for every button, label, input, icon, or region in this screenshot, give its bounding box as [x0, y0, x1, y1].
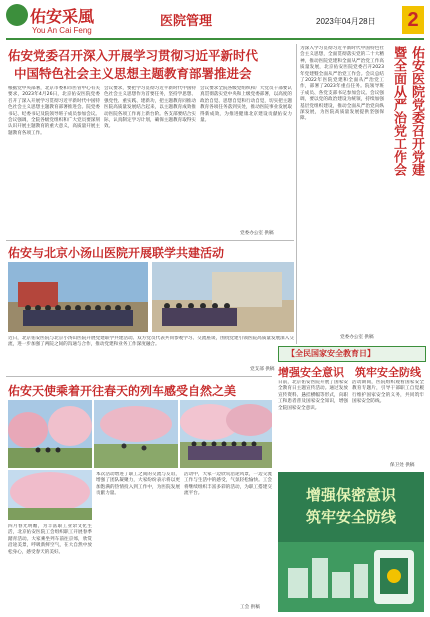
poster-line1: 增强保密意识	[305, 486, 396, 504]
article2-photo-group	[8, 262, 148, 332]
topic-bar-label: 【全民国家安全教育日】	[287, 348, 375, 358]
topic-bar	[278, 346, 426, 362]
article3-body-mid: 本次活动增进了职工之间的交流与友谊，增强了团队凝聚力，大家纷纷表示将以更加饱满的热情投入到工作中，为医院发展贡献力量。	[96, 472, 180, 497]
column-divider	[296, 44, 297, 344]
page-number-badge: 2	[402, 6, 424, 34]
logo-pinyin: You An Cai Feng	[32, 26, 92, 35]
article3-photo-group	[180, 400, 272, 468]
article3-signature: 工会 供稿	[240, 605, 260, 610]
newspaper-logo	[6, 4, 136, 38]
article4-vertical-title	[388, 46, 424, 308]
logo-emblem-icon	[6, 4, 28, 26]
security-poster	[278, 472, 424, 612]
article2-signature: 党支部 供稿	[250, 367, 275, 372]
article1-body-mid: 会议要求，要把学习贯彻习近平新时代中国特色社会主义思想作为首要任务，坚持学思想、强党性、重实践、建新功，把主题教育同推动医院高质量发展结合起来，以主题教育成效推动医院各项工作再上新台阶。各支部要结合实际，认真制定学习计划，确保主题教育取得实效。	[104, 86, 196, 130]
article4-body: 为深入学习贯彻习近平新时代中国特色社会主义思想，全面贯彻落实党的二十大精神，推动医院党建和全面从严治党工作高质量发展，北京佑安医院党委召开2023年党建暨全面从严治党工作会。会议总结了2022年医院党建和全面从严治党工作，部署了2023年重点任务。院领导班子成员、各党支部书记参加会议。会议强调，要以党的政治建设为统领，持续加强基层党组织建设，推动全面从严治党向纵深发展，为医院高质量发展提供坚强保障。	[300, 46, 384, 122]
article1-body-left: 根据党中央部署，北京市委和市医管中心有关要求，2023年4月26日，北京佑安医院党委召开了深入开展学习贯彻习近平新时代中国特色社会主义思想主题教育部署推进会。院党委书记、纪委书记及院领导班子成员参加会议。会议强调，全院各级党组织和广大党员要深刻认识开展主题教育的重大意义，高质量开展主题教育各项工作。	[8, 86, 100, 136]
issue-date: 2023年04月28日	[316, 17, 376, 26]
article1-body-right: 会议要求全院各级党组织和广大党员干部要认真贯彻落实党中央和上级党委部署，以高度的政治自觉、思想自觉和行动自觉，切实把主题教育各项任务落到实处，推动医院事业发展取得新成效，为推进健康北京建设贡献佑安力量。	[200, 86, 292, 124]
article1-title-line1: 佑安党委召开深入开展学习贯彻习近平新时代	[8, 48, 259, 63]
article2-title: 佑安与北京小汤山医院开展联学共建活动	[8, 246, 225, 260]
article5-body-left: 日前，北京佑安医院开展了国家安全教育日主题宣传活动。通过发放宣传资料、悬挂横幅等形式，向职工和患者普及国家安全知识，增强全院国家安全意识。	[278, 380, 348, 411]
article3-body-right: 活动中，大家一边欣赏沿途风景，一边交流工作与生活中的感受，气氛轻松愉快。工会将继续组织丰富多彩的活动，为职工搭建交流平台。	[184, 472, 272, 497]
masthead	[0, 0, 430, 42]
article5-signature: 保卫处 供稿	[390, 463, 415, 468]
header-divider	[6, 38, 424, 40]
article5-body-right: 活动期间，医院组织观看国家安全教育专题片，引导干部职工自觉履行维护国家安全的义务，共同筑牢国家安全防线。	[352, 380, 424, 405]
article1-signature: 党委办公室 供稿	[240, 231, 274, 236]
article2-body: 近日，北京佑安医院与北京小汤山医院开展党建联学共建活动。双方党员代表共同参观学习、交流座谈，围绕党建引领医院高质量发展深入交流，进一步加强了两院之间的沟通与合作，推动党建和业务工作深度融合。	[8, 336, 294, 348]
article4-title-col2: 暨全面从严治党工作会	[391, 46, 406, 176]
article-divider	[6, 240, 294, 241]
article4-title-col1: 佑安医院党委召开党建	[409, 46, 424, 176]
logo-title: 佑安采風	[30, 7, 95, 26]
section-title: 医院管理	[160, 14, 213, 29]
article5-title: 增强安全意识 筑牢安全防线	[278, 366, 421, 379]
article1-title-line2: 中国特色社会主义思想主题教育部署推进会	[14, 66, 252, 81]
article3-photo-blossom	[8, 470, 92, 520]
article3-photo-walk	[94, 400, 178, 468]
article4-signature: 党委办公室 供稿	[340, 335, 374, 340]
article3-photo-trees	[8, 400, 92, 468]
article3-body-left: 四月春光明媚，为丰富职工业余文化生活，北京佑安医院工会组织职工开展春季踏青活动。大家乘坐列车前往京郊，欣赏沿途美景，呼吸新鲜空气，在大自然中放松身心，感受春天的美好。	[8, 524, 92, 555]
article-divider	[6, 376, 272, 377]
article2-photo-visit	[152, 262, 294, 332]
article3-title: 佑安天使乘着开往春天的列车感受自然之美	[8, 384, 237, 398]
poster-line2: 筑牢安全防线	[305, 508, 396, 526]
